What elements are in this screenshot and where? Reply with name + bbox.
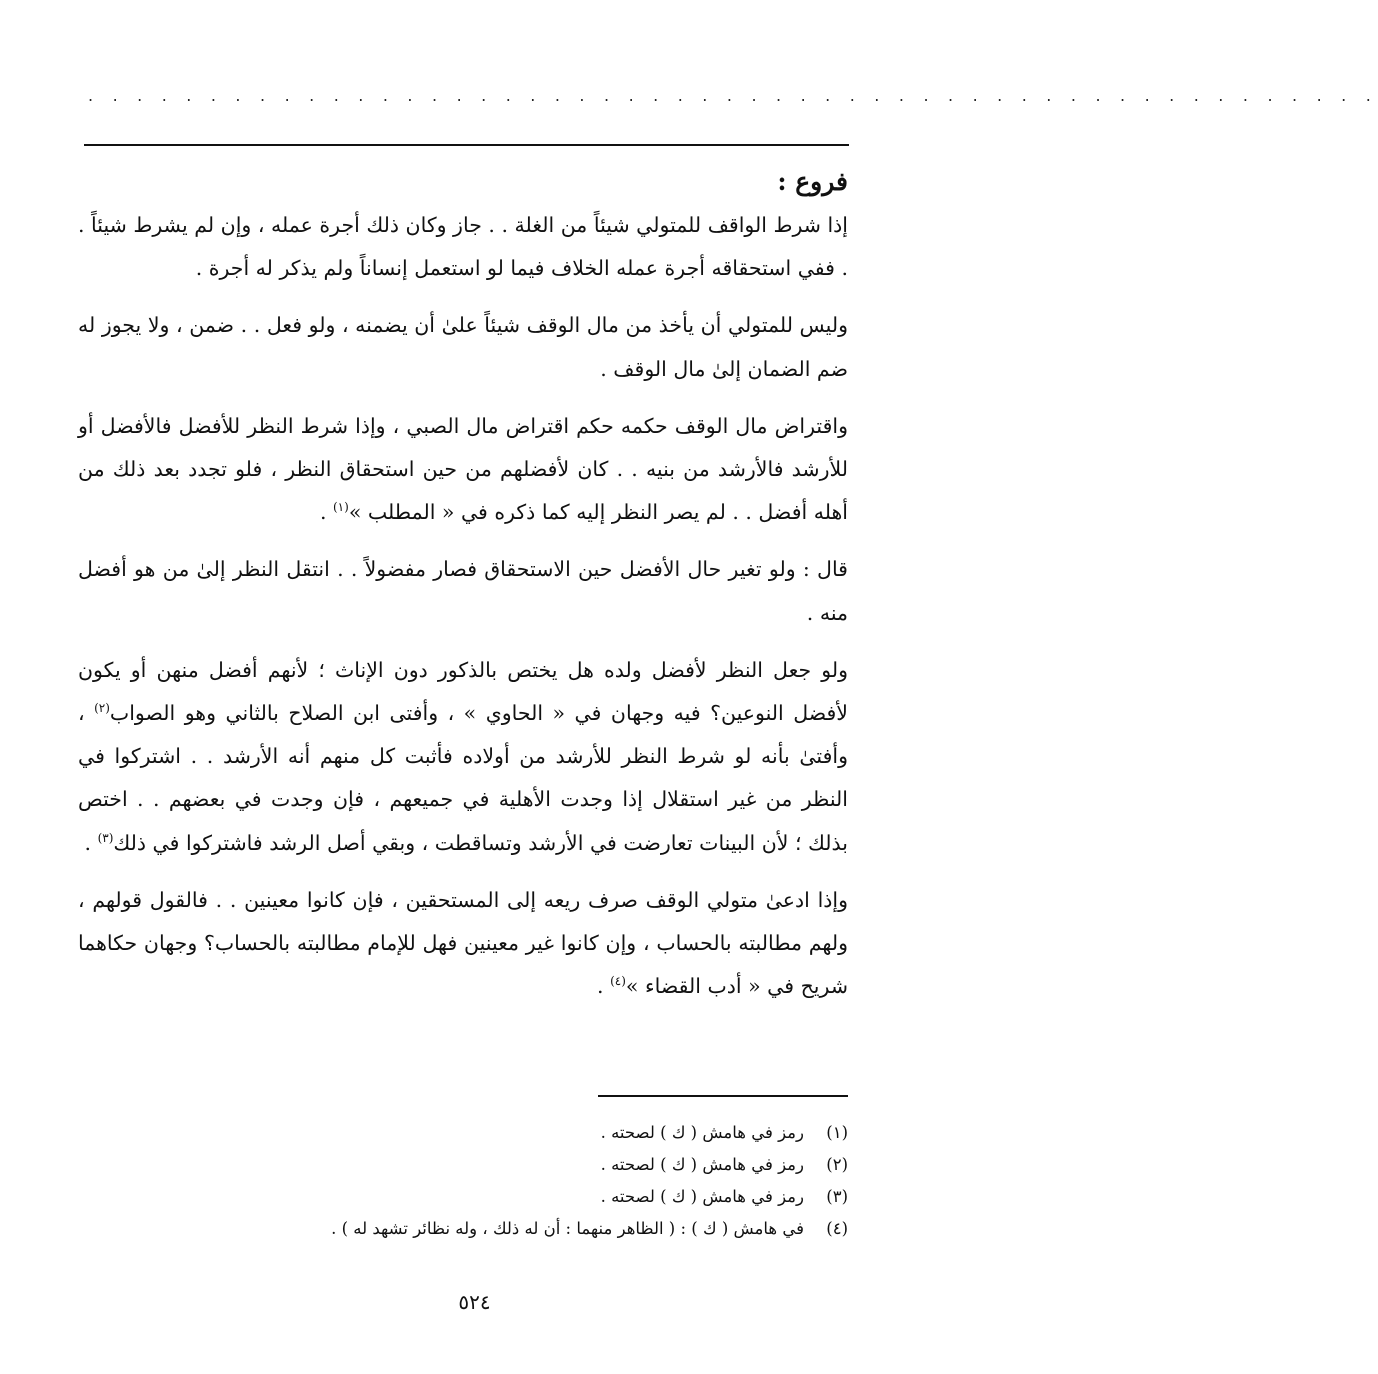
paragraph-3 bbox=[78, 405, 848, 535]
paragraph-5 bbox=[78, 649, 848, 865]
paragraph-text-tail: . bbox=[319, 500, 333, 525]
paragraph-text: إذا شرط الواقف للمتولي شيئاً من الغلة . . جاز وكان ذلك أجرة عمله ، وإن لم يشرط شيئاً . . ففي استحقاقه أجرة عمله الخلاف فيما لو استعمل إنساناً ولم يذكر له أجرة . bbox=[78, 213, 848, 281]
footnote-1 bbox=[200, 1117, 848, 1149]
paragraph-6 bbox=[78, 879, 848, 1009]
footnote-number: (٢) bbox=[826, 1155, 848, 1174]
footnote-text: رمز في هامش ( ك ) لصحته . bbox=[600, 1187, 804, 1206]
paragraph-4 bbox=[78, 548, 848, 634]
footnote-marker: (١) bbox=[332, 500, 349, 515]
footnotes bbox=[200, 1117, 848, 1245]
footnote-number: (١) bbox=[826, 1123, 848, 1142]
footnote-marker: (٤) bbox=[610, 974, 626, 989]
footnote-text: في هامش ( ك ) : ( الظاهر منهما : أن له ذلك ، وله نظائر تشهد له ) . bbox=[331, 1219, 804, 1238]
paragraph-text: قال : ولو تغير حال الأفضل حين الاستحقاق فصار مفضولاً . . انتقل النظر إلىٰ من هو أفضل منه . bbox=[78, 557, 848, 625]
footnote-3 bbox=[200, 1181, 848, 1213]
paragraph-text-tail: . bbox=[597, 974, 611, 999]
paragraph-2 bbox=[78, 304, 848, 390]
footnote-text: رمز في هامش ( ك ) لصحته . bbox=[600, 1155, 804, 1174]
paragraph-text-tail: . bbox=[84, 830, 98, 855]
paragraph-text: وليس للمتولي أن يأخذ من مال الوقف شيئاً علىٰ أن يضمنه ، ولو فعل . . ضمن ، ولا يجوز له ضم الضمان إلىٰ مال الوقف . bbox=[78, 313, 848, 381]
header-rule bbox=[84, 144, 849, 146]
main-text bbox=[78, 162, 848, 1022]
running-header-dots: . . . . . . . . . . . . . . . . . . . . . . . . . . . . . . . . . . . . . . . . . . . . . . . . . . . . . bbox=[88, 86, 1378, 105]
footnote-number: (٤) bbox=[826, 1219, 848, 1238]
section-heading: فروع : bbox=[777, 167, 848, 196]
footnote-text: رمز في هامش ( ك ) لصحته . bbox=[600, 1123, 804, 1142]
paragraph-1 bbox=[78, 204, 848, 290]
footnote-marker: (٣) bbox=[97, 830, 114, 845]
paragraph-text: وإذا ادعىٰ متولي الوقف صرف ريعه إلى المستحقين ، فإن كانوا معينين . . فالقول قولهم ، ولهم مطالبته بالحساب ، وإن كانوا غير معينين فهل للإمام مطالبته بالحساب؟ وجهان حكاهما شريح في « أدب القضاء » bbox=[78, 887, 848, 999]
paragraph-text: ولو جعل النظر لأفضل ولده هل يختص بالذكور دون الإناث ؛ لأنهم أفضل منهن أو يكون لأفضل النوعين؟ فيه وجهان في « الحاوي » ، وأفتى ابن الصلاح بالثاني وهو الصواب bbox=[78, 657, 849, 726]
page-number: ٥٢٤ bbox=[458, 1290, 491, 1314]
paragraph-text: واقتراض مال الوقف حكمه حكم اقتراض مال الصبي ، وإذا شرط النظر للأفضل فالأفضل أو للأرشد فالأرشد من بنيه . . كان لأفضلهم من حين استحقاق النظر ، فلو تجدد بعد ذلك من أهله أفضل . . لم يصر النظر إليه كما ذكره في « المطلب » bbox=[78, 413, 848, 525]
footnote-number: (٣) bbox=[826, 1187, 848, 1206]
footnote-marker: (٢) bbox=[94, 701, 110, 716]
paragraph-text-middle: ، وأفتىٰ بأنه لو شرط النظر للأرشد من أولاده فأثبت كل منهم أنه الأرشد . . اشتركوا في النظر من غير استقلال إذا وجدت الأهلية في جميعهم ، فإن وجدت في بعضهم . . اختص بذلك ؛ لأن البينات تعارضت في الأرشد وتساقطت ، وبقي أصل الرشد فاشتركوا في ذلك bbox=[78, 701, 848, 855]
footnote-4 bbox=[200, 1213, 848, 1245]
footnote-2 bbox=[200, 1149, 848, 1181]
footnote-separator bbox=[598, 1095, 848, 1097]
